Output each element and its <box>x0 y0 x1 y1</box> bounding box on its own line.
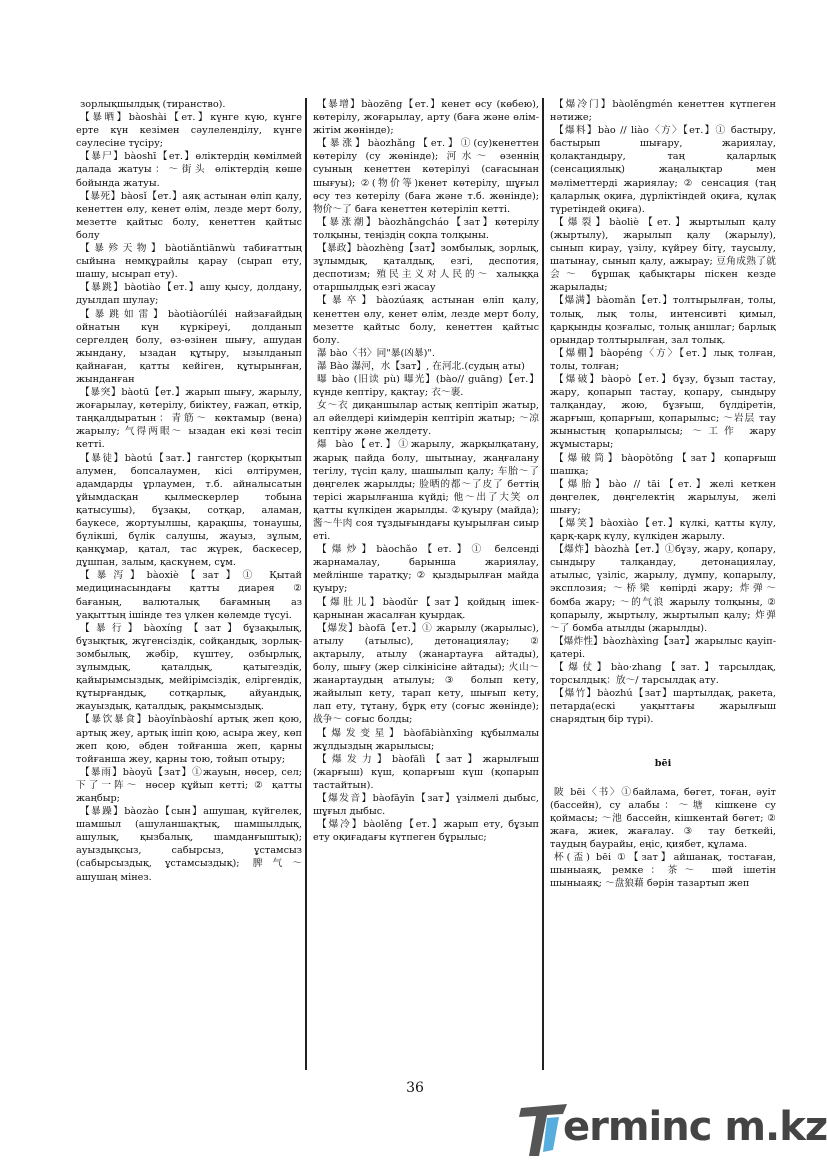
dictionary-entry: 【爆发音】bàofāyīn【зат】үзілмелі дыбыс, шұғыл дыбыс. <box>313 792 539 818</box>
dictionary-entry: 【爆冷门】bàolěngmén кенеттен күтпеген нәтиже; <box>550 99 776 124</box>
dictionary-entry: 【爆冷】bàolěng【ет.】жарып ету, бұзып ету оқиғадағы күтпеген бұрылыс; <box>313 819 539 844</box>
dictionary-entry: 【暴增】bàozēng【ет.】кенет өсу (көбею), көтерілу, жоғарылау, арту (баға және өлім-жітім жөнінде); <box>313 99 539 137</box>
dictionary-entry: 【暴躁】bàozào【сын】ашушаң, күйгелек, шамшыл (ашуланшақтық, шамшылдық, ашулық, қызбалық, шамданғыштық); ауыздықсыз, сабырсыз, ұстамсыз (сабырсыздық, ұстамсыздық); 脾气～ ашушаң мінез. <box>76 806 302 883</box>
dictionary-entry: 【爆仗】bào·zhang【зат.】тарсылдақ, торсылдық：放～/ тарсылдақ ату. <box>550 662 776 687</box>
dictionary-entry: 【爆笑】bàoxiào【ет.】күлкі, қатты күлу, қарқ-қарқ күлу, күлкіден жарылу. <box>550 518 776 543</box>
dictionary-entry: 【暴跳如雷】bàotiàorúléi найзағайдың ойнатын күн күркіреуі, долданып сергелдең болу, өз-өзінен шығу, ашудан жындану, ызадан құтыру, ызылданып қайнаған, қатты кейіген, құтырынған, жынданған <box>76 308 302 385</box>
dictionary-entry: 【暴政】bàozhèng【зат】зомбылық, зорлық, зұлымдық, қаталдық, езгі, деспотия, деспотизм; 殖民主义对人民的～ халыққа отаршылдық езгі жасау <box>313 243 539 294</box>
column-divider <box>542 98 544 1070</box>
dictionary-entry: 【爆竹】bàozhú【зат】шартылдақ, ракета, петарда(ескі уақыттағы жарылғыш снарядтың бір түрі). <box>550 688 776 726</box>
dictionary-entry: 【爆满】bàomǎn【ет.】толтырылған, толы, толық, лық толы, интенсивті қимыл, қарқынды қозғалыс, толық аншлаг; барлық орындар толтырылған, зал толық. <box>550 295 776 346</box>
dictionary-entry: 【爆胎】bào // tāi【ет.】желі кеткен дөңгелек, дөңгелектің жарылуы, желі шығу; <box>550 478 776 516</box>
dictionary-entry: 【暴殄天物】bàotiǎntiānwù табиғаттың сыйына немқұрайлы қарау (сырап ету, шашу, ысырап ету). <box>76 243 302 281</box>
page-number: 36 <box>406 1080 424 1096</box>
site-logo[interactable] <box>517 1102 827 1158</box>
column-right <box>550 98 776 1070</box>
dictionary-entry: 【暴突】bàotū【ет.】жарып шығу, жарылу, жоғарылау, көтерілу, биіктеу, ғажап, өткір, таңқалдыратын：青筋～ көктамыр (вена) жарылу; 气得两眼～ ызадан екі көзі тесіп кетті. <box>76 387 302 451</box>
dictionary-entry: 【爆炒】bàochǎo【ет.】① белсенді жарнамалау, барынша жариялау, мейлінше таратқу; ② қыздырылған майда қуыру; <box>313 544 539 595</box>
dictionary-entry: 瀑 Bào 瀑河，水【зат】, 在河北.(судың аты) <box>317 360 525 372</box>
dictionary-entry: 【爆发力】bàofālì【зат】жарылғыш (жарғыш) күш, қопарғыш күш (қопарып тастайтын). <box>313 753 539 791</box>
dictionary-entry: 【暴晒】bàoshài【ет.】күнге күю, күнге ерте күн кезімен сәулеленділу, күнге сәулесіне түсіру; <box>76 112 302 150</box>
dictionary-entry: 【暴行】bàoxíng【зат】бұзақылық, бұзықтық, жүгенсіздік, сойқандық, зорлық-зомбылық, жәбір, күштеу, озбырлық, зұлымдық, қаталдық, қатыгездік, қайырымсыздық, мейірімсіздік, еліргендік, құтырғандық, сотқарлық, айуандық, жауыздық, қаталдық, рақымсыздық. <box>76 622 302 713</box>
dictionary-entry: зорлықшылдық (тиранство). <box>80 99 226 110</box>
column-divider <box>305 98 307 1070</box>
dictionary-entry: 【暴涨】bàozhǎng【ет.】①(су)кенеттен көтерілу (су жөнінде); 河水～ өзеннің суының кенеттен көтерілуі (сағасынан шығуы); ②(物价等)кенет көтерілу, шұғыл өсу тез көтерілу (баға және т.б. жөнінде); 物价～了 баға кенеттен көтеріліп кетті. <box>313 138 539 215</box>
dictionary-entry: 【爆炸性】bàozhàxìng【зат】жарылыс қауіп-қатері. <box>550 635 776 660</box>
dictionary-entry: 曝 bào (旧读 pù) 曝光】(bào// guāng)【ет.】күнде кептіру, қақтау; 衣～裹. <box>313 373 539 399</box>
dictionary-entry: 【爆肚儿】bàodǔr【зат】қойдың ішек-қарнынан жасалған қуырдақ. <box>313 596 539 621</box>
dictionary-entry: 【暴尸】bàoshī【ет.】өліктердің көмілмей далада жатуы：～街头 өліктердің көше бойында жатуы. <box>76 151 302 189</box>
dictionary-entry: 陂 bēi〈书〉①байлама, бөгет, тоған, әуіт (бассейн), су алабы：～塘 кішкене су қоймасы; ～池 бассейн, кішкентай бөгет; ② жаға, жиек, жағалау. ③ тау беткейі, таудың баурайы, еңіс, қиябет, құлама. <box>550 786 776 850</box>
dictionary-entry: 【爆炸】bàozhà【ет.】①бұзу, жару, қопару, сындыру талқандау, детонациялау, атылыс, үзіліс, жарылу, дүмпу, қопарылу, эксплозия; ～桥梁 көпірді жару; 炸弹～ бомба жару; ～的气浪 жарылу толқыны, ② қопарылу, жыртылу, жыртылып қалу; 炸弹～了 бомба атылды (жарылды). <box>550 544 776 634</box>
dictionary-entry: 女～衣 диқаншылар астық кептіріп жатыр, ал әйелдері киімдерін кептіріп жатыр; ～凉 кептіру және желдету. <box>313 400 539 438</box>
dictionary-entry: 瀑 bào〈书〉同"暴(凶暴)". <box>317 347 435 359</box>
dictionary-entry: 【暴雨】bàoyǔ【зат】①жауын, нөсер, сел; 下了一阵～ нөсер құйып кетті; ② қатты жаңбыр; <box>76 766 302 804</box>
dictionary-entry: 【爆发】bàofā【ет.】① жарылу (жарылыс), атылу (атылыс), детонациялау; ② ақтарылу, атылу (жанартауға айтады), болу, шығу (жер сілкінісіне айтады); 火山～ жанартаудың атылуы; ③ болып кету, жайылып кету, тарап кету, шығып кету, лап ету, тұтану, бұрқ ету (соғыс жөнінде); 战争～ соғыс болды; <box>313 622 539 726</box>
dictionary-entry: 【暴泻】bàoxiè【зат】① Қытай медицинасындағы қатты диарея ② бағаның, валюталық бағамның аз уақыттың ішінде тез үлкен көлемде түсуі. <box>76 570 302 621</box>
dictionary-entry: 【爆破筒】bàopòtǒng【зат】қопарғыш шашқа; <box>550 452 776 477</box>
dictionary-entry: 【暴卒】bàozúаяқ астынан өліп қалу, кенеттен өлу, кенет өлім, лезде мерт болу, мезетте қайтыс болу, кенеттен қайтыс болу. <box>313 295 539 346</box>
logo-text: erminc m.kz <box>563 1104 827 1150</box>
section-heading: bēi <box>654 757 672 769</box>
dictionary-entry: 【爆棚】bàopéng〈方〉【ет.】лық толған, толы, толған; <box>550 347 776 372</box>
column-left <box>76 98 302 1070</box>
dictionary-entry: 【暴死】bàosǐ【ет.】аяқ астынан өліп қалу, кенеттен өлу, кенет өлім, лезде мерт болу, мезетте қайтыс болу, кенеттен қайтыс болу <box>76 190 302 241</box>
dictionary-entry: 【爆破】bàopò【ет.】бұзу, бұзып тастау, жару, қопарып тастау, қопару, сындыру талқандау, жою, бұзғыш, бүлдіретін, жарғыш, қопарғыш, қопарылыс; ～岩层 тау жыныстың қопарылысы; ～工作 жару жұмыстары; <box>550 373 776 451</box>
logo-t-mark-icon <box>517 1102 569 1158</box>
dictionary-entry: 爆 bào【ет.】①жарылу, жарқылқатану, жарық пайда болу, шытынау, жаңғалану тегілу, түсіп қалу, шашылып қалу; 车胎～了 дөңгелек жарылды; 脸晒的都～了皮了 беттің терісі жарылғанша күйді; 他～出了大笑 ол қатты күлкіден жарылды. ②қуыру (майда); 酱～牛肉 соя тұздығындағы қуырылған сиыр еті. <box>313 439 539 543</box>
dictionary-entry: 杯(盃) bēi ①【зат】айшанақ, тостаған, шыныаяқ, ремке：茶～ шәй ішетін шыныаяқ; ～盘狼藉 бәрін тазартып жеп <box>550 852 776 890</box>
dictionary-entry: 【爆料】bào // liào〈方〉【ет.】① бастыру, бастырып шығару, жариялау, қолақтандыру, таң қаларлық (сенсациялық) жаңалықтар мен мәліметтерді жариялау; ② сенсация (таң қаларлық оқиға, дүрліктіндей оқиға, құлақ түретіндей оқиға). <box>550 125 776 215</box>
dictionary-entry: 【爆发变星】bàofābiànxīng құбылмалы жұлдыздың жарылысы; <box>313 727 539 752</box>
dictionary-entry: 【暴徒】bàotú【зат.】гангстер (қорқытып алумен, бопсалаумен, кісі өлтірумен, адамдарды ұрлаумен, т.б. айналысатын ұйымдасқан қылмескерлер тобына қатысушы), бұзақы, сотқар, аламан, баукесе, жортуылшы, қарақшы, тонаушы, бүлікші, бүлік салушы, жауыз, зұлым, қанқұмар, қатал, тас жүрек, баскесер, дұшпан, залым, қаскүнем, сұм. <box>76 452 302 569</box>
dictionary-entry: 【暴跳】bàotiào【ет.】ашу қысу, долдану, дуылдап шулау; <box>76 282 302 307</box>
dictionary-entry: 【暴涨潮】bàozhǎngcháo【зат】көтерілу толқыны, теңіздің соқпа толқыны. <box>313 216 539 241</box>
column-middle <box>313 98 539 1070</box>
dictionary-entry: 【爆裂】bàoliè【ет.】жыртылып қалу (жыртылу), жарылып қалу (жарылу), сынып кирау, үзілу, күйреу бітү, таусылу, шатынау, сынып қалу, ажырау; 豆角成熟了就会～ бұршақ қабықтары піскен кезде жарылады; <box>550 216 776 294</box>
dictionary-entry: 【暴饮暴食】bàoyǐnbàoshí артық жеп қою, артық жеу, артық ішіп қою, асыра жеу, көп жеп қою, әбден тойғанша жеп, қарны тойғанша жеу, қарны тою, тойып отыру; <box>76 714 302 765</box>
